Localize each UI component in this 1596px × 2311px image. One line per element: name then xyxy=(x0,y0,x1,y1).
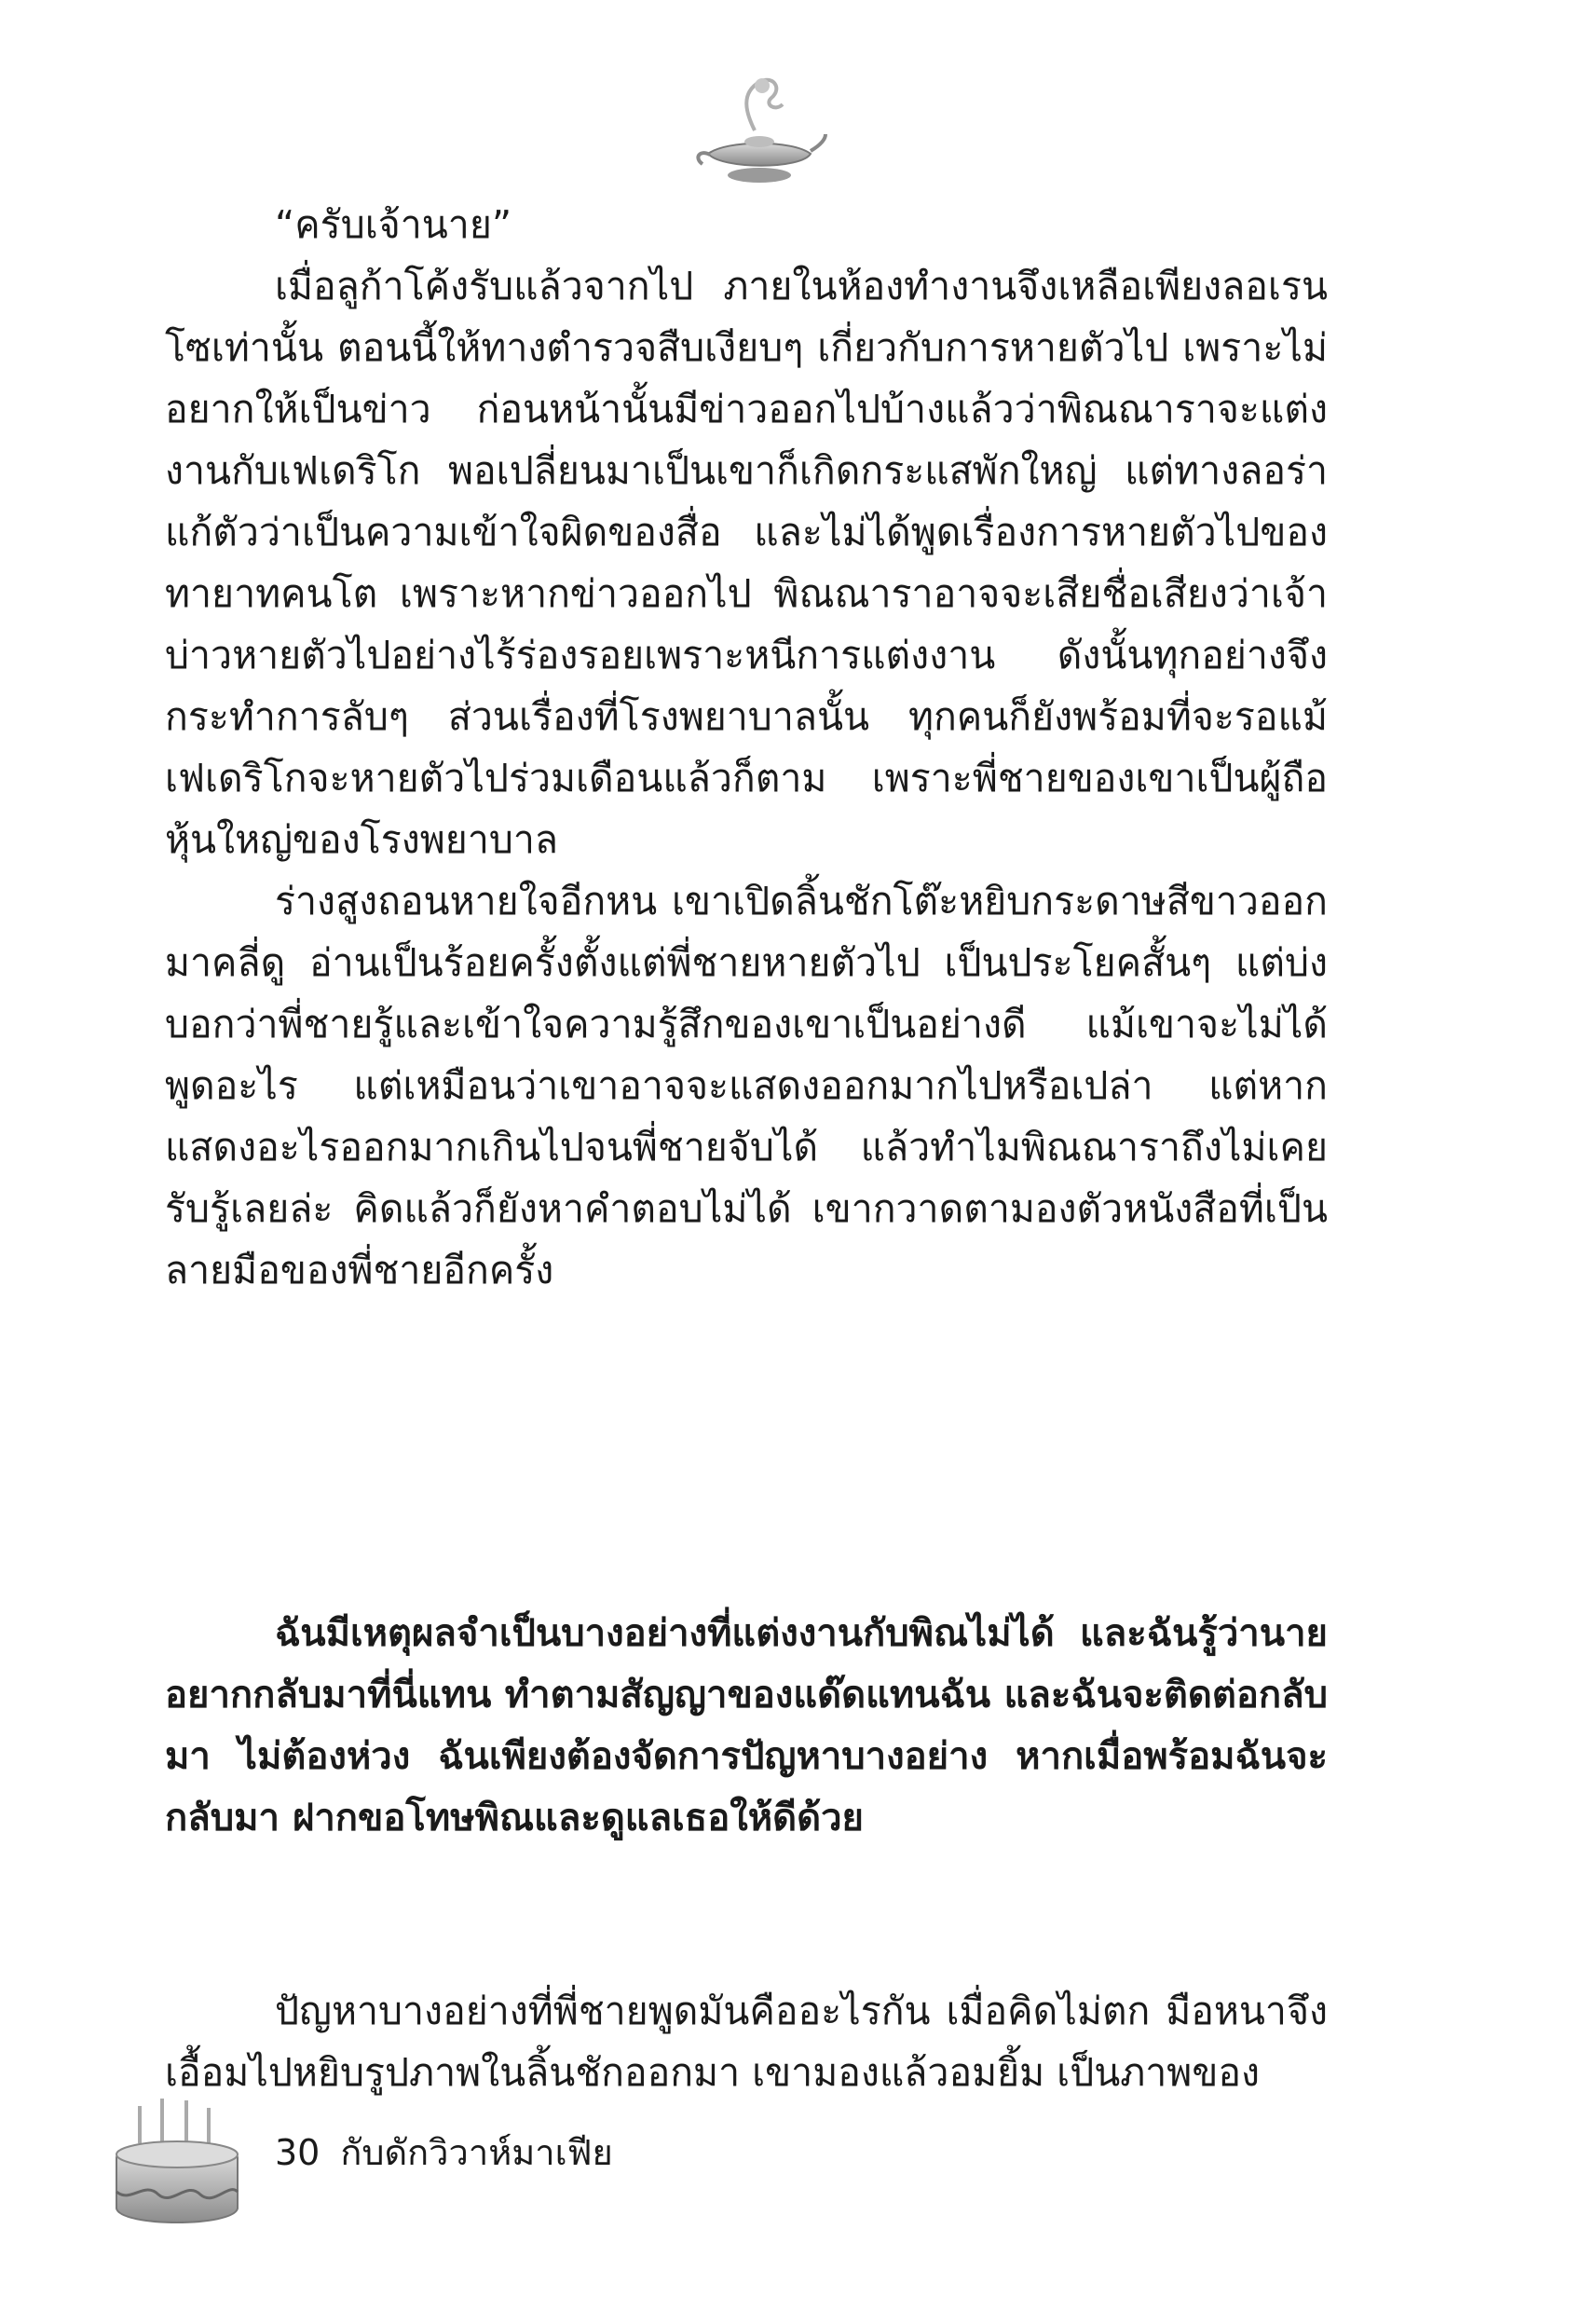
dialogue-line: “ครับเจ้านาย” xyxy=(275,202,512,247)
page-number: 30 xyxy=(275,2132,321,2173)
paragraph: ร่างสูงถอนหายใจอีกหน เขาเปิดลิ้นชักโต๊ะหยิบกระดาษสีขาวออกมาคลี่ดู อ่านเป็นร้อยครั้งตั้งแต่พี่ชายหายตัวไป เป็นประโยคสั้นๆ แต่บ่งบอกว่าพี่ชายรู้และเข้าใจความรู้สึกของเขาเป็นอย่างดี แม้เขาจะไม่ได้พูดอะไร แต่เหมือนว่าเขาอาจจะแสดงออกมากไปหรือเปล่า แต่หากแสดงอะไรออกมากเกินไปจนพี่ชายจับได้ แล้วทำไมพิณณาราถึงไม่เคยรับรู้เลยล่ะ คิดแล้วก็ยังหาคำตอบไม่ได้ เขากวาดตามองตัวหนังสือที่เป็นลายมือของพี่ชายอีกครั้ง xyxy=(165,879,1328,1292)
cake-icon xyxy=(102,2087,252,2246)
handwritten-letter xyxy=(165,1603,1328,1849)
closing-text xyxy=(165,1980,1328,2103)
paragraph: ปัญหาบางอย่างที่พี่ชายพูดมันคืออะไรกัน เมื่อคิดไม่ตก มือหนาจึงเอื้อมไปหยิบรูปภาพในลิ้นชักออกมา เขามองแล้วอมยิ้ม เป็นภาพของ xyxy=(165,1989,1328,2095)
paragraph: เมื่อลูก้าโค้งรับแล้วจากไป ภายในห้องทำงานจึงเหลือเพียงลอเรนโซเท่านั้น ตอนนี้ให้ทางตำรวจสืบเงียบๆ เกี่ยวกับการหายตัวไป เพราะไม่อยากให้เป็นข่าว ก่อนหน้านั้นมีข่าวออกไปบ้างแล้วว่าพิณณาราจะแต่งงานกับเฟเดริโก พอเปลี่ยนมาเป็นเขาก็เกิดกระแสพักใหญ่ แต่ทางลอร่าแก้ตัวว่าเป็นความเข้าใจผิดของสื่อ และไม่ได้พูดเรื่องการหายตัวไปของทายาทคนโต เพราะหากข่าวออกไป พิณณาราอาจจะเสียชื่อเสียงว่าเจ้าบ่าวหายตัวไปอย่างไร้ร่องรอยเพราะหนีการแต่งงาน ดังนั้นทุกอย่างจึงกระทำการลับๆ ส่วนเรื่องที่โรงพยาบาลนั้น ทุกคนก็ยังพร้อมที่จะรอแม้เฟเดริโกจะหายตัวไปร่วมเดือนแล้วก็ตาม เพราะพี่ชายของเขาเป็นผู้ถือหุ้นใหญ่ของโรงพยาบาล xyxy=(165,264,1328,862)
letter-text: ฉันมีเหตุผลจำเป็นบางอย่างที่แต่งงานกับพิณไม่ได้ และฉันรู้ว่านายอยากกลับมาที่นี่แทน ทำตามสัญญาของแด๊ดแทนฉัน และฉันจะติดต่อกลับมา ไม่ต้องห่วง ฉันเพียงต้องจัดการปัญหาบางอย่าง หากเมื่อพร้อมฉันจะกลับมา ฝากขอโทษพิณและดูแลเธอให้ดีด้วย xyxy=(165,1612,1328,1839)
body-text xyxy=(165,194,1328,1301)
book-title: กับดักวิวาห์มาเฟีย xyxy=(340,2132,613,2173)
page-footer xyxy=(275,2129,634,2176)
magic-lamp-icon xyxy=(689,65,829,196)
